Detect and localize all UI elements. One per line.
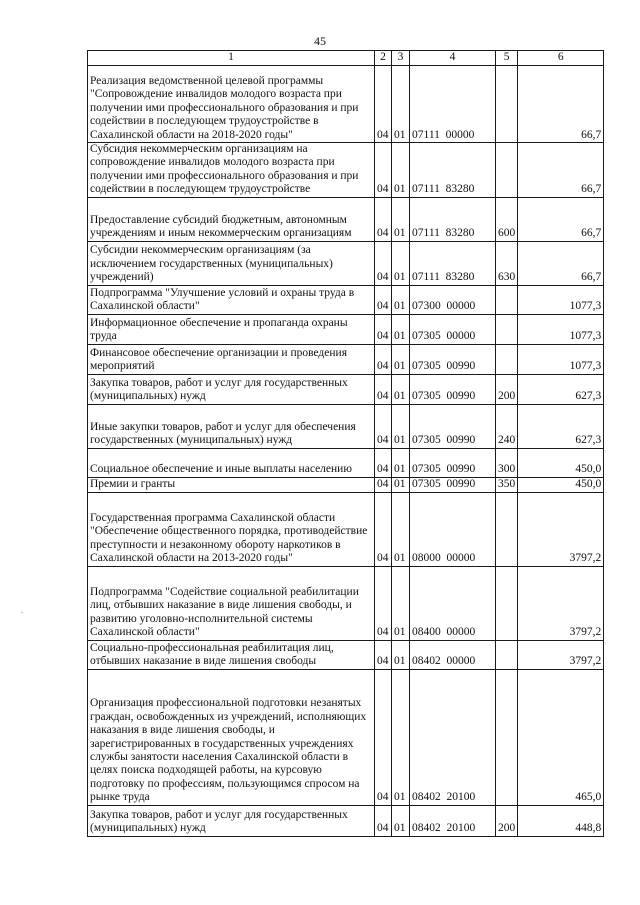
row-amount: 465,0 — [518, 669, 604, 805]
table-row — [88, 805, 604, 836]
row-target-article: 07305 00990 — [410, 374, 496, 404]
table-row — [88, 285, 604, 314]
row-name: Субсидия некоммерческим организациям на сопровождение инвалидов молодого возраста при получении ими профессионального образования и при содействии в последующем трудоустройстве — [88, 143, 375, 198]
row-target-article: 07305 00990 — [410, 477, 496, 492]
row-target-article: 08000 00000 — [410, 492, 496, 566]
row-subsection: 01 — [392, 477, 410, 492]
table-row — [88, 143, 604, 198]
row-target-article: 07300 00000 — [410, 285, 496, 314]
table-row — [88, 241, 604, 285]
header-amount: 6 — [518, 51, 604, 66]
row-expense-type — [496, 640, 518, 669]
row-name: Предоставление субсидий бюджетным, автономным учреждениям и иным некоммерческим организациям — [88, 197, 375, 241]
row-amount: 3797,2 — [518, 640, 604, 669]
table-row — [88, 314, 604, 344]
row-amount: 3797,2 — [518, 492, 604, 566]
row-amount: 450,0 — [518, 477, 604, 492]
row-name: Подпрограмма "Улучшение условий и охраны труда в Сахалинской области" — [88, 285, 375, 314]
table-row — [88, 448, 604, 477]
row-expense-type: 300 — [496, 448, 518, 477]
header-name: 1 — [88, 51, 375, 66]
row-expense-type: 350 — [496, 477, 518, 492]
row-subsection: 01 — [392, 285, 410, 314]
row-subsection: 01 — [392, 314, 410, 344]
row-subsection: 01 — [392, 66, 410, 143]
row-section: 04 — [375, 640, 392, 669]
row-name: Подпрограмма "Содействие социальной реабилитации лиц, отбывших наказание в виде лишения свободы, и развитию уголовно-исполнительной системы Сахалинской области" — [88, 566, 375, 640]
row-subsection: 01 — [392, 669, 410, 805]
row-section: 04 — [375, 477, 392, 492]
row-name: Иные закупки товаров, работ и услуг для обеспечения государственных (муниципальных) нужд — [88, 404, 375, 448]
row-name: Социальное обеспечение и иные выплаты населению — [88, 448, 375, 477]
table-row — [88, 66, 604, 143]
row-target-article: 08402 20100 — [410, 805, 496, 836]
row-expense-type: 630 — [496, 241, 518, 285]
row-target-article: 07111 83280 — [410, 241, 496, 285]
row-expense-type: 600 — [496, 197, 518, 241]
row-subsection: 01 — [392, 374, 410, 404]
row-target-article: 07305 00990 — [410, 344, 496, 374]
header-section: 2 — [375, 51, 392, 66]
row-name: Информационное обеспечение и пропаганда охраны труда — [88, 314, 375, 344]
page-number: 45 — [314, 34, 326, 48]
row-section: 04 — [375, 66, 392, 143]
table-row — [88, 374, 604, 404]
table-header-row — [88, 51, 604, 66]
row-amount: 627,3 — [518, 374, 604, 404]
row-target-article: 07305 00990 — [410, 404, 496, 448]
row-target-article: 08402 20100 — [410, 669, 496, 805]
table-row — [88, 669, 604, 805]
row-section: 04 — [375, 374, 392, 404]
row-amount: 448,8 — [518, 805, 604, 836]
table-row — [88, 492, 604, 566]
scan-mark: · — [20, 605, 24, 619]
row-amount: 66,7 — [518, 66, 604, 143]
budget-table — [87, 50, 604, 837]
row-section: 04 — [375, 448, 392, 477]
row-amount: 627,3 — [518, 404, 604, 448]
row-subsection: 01 — [392, 805, 410, 836]
row-amount: 3797,2 — [518, 566, 604, 640]
row-name: Закупка товаров, работ и услуг для государственных (муниципальных) нужд — [88, 805, 375, 836]
row-subsection: 01 — [392, 492, 410, 566]
table-row — [88, 344, 604, 374]
row-target-article: 07305 00990 — [410, 448, 496, 477]
row-expense-type — [496, 566, 518, 640]
row-section: 04 — [375, 143, 392, 198]
header-subsection: 3 — [392, 51, 410, 66]
row-name: Премии и гранты — [88, 477, 375, 492]
row-subsection: 01 — [392, 566, 410, 640]
table-row — [88, 404, 604, 448]
row-expense-type — [496, 492, 518, 566]
row-expense-type — [496, 314, 518, 344]
row-amount: 1077,3 — [518, 285, 604, 314]
row-expense-type — [496, 143, 518, 198]
row-expense-type — [496, 66, 518, 143]
row-subsection: 01 — [392, 197, 410, 241]
row-target-article: 07305 00000 — [410, 314, 496, 344]
row-expense-type — [496, 285, 518, 314]
row-target-article: 07111 83280 — [410, 197, 496, 241]
table-row — [88, 197, 604, 241]
row-section: 04 — [375, 669, 392, 805]
row-subsection: 01 — [392, 448, 410, 477]
row-amount: 66,7 — [518, 241, 604, 285]
row-amount: 66,7 — [518, 143, 604, 198]
row-name: Организация профессиональной подготовки незанятых граждан, освобожденных из учреждений, исполняющих наказания в виде лишения свободы, и зарегистрированных в государственных учреждениях службы занятости населения Сахалинской области в целях поиска подходящей работы, на курсовую подготовку по профессиям, пользующимся спросом на рынке труда — [88, 669, 375, 805]
row-expense-type: 200 — [496, 374, 518, 404]
row-target-article: 07111 00000 — [410, 66, 496, 143]
row-name: Субсидии некоммерческим организациям (за исключением государственных (муниципальных) учреждений) — [88, 241, 375, 285]
row-section: 04 — [375, 492, 392, 566]
header-expense-type: 5 — [496, 51, 518, 66]
row-section: 04 — [375, 344, 392, 374]
table-row — [88, 477, 604, 492]
row-name: Закупка товаров, работ и услуг для государственных (муниципальных) нужд — [88, 374, 375, 404]
row-section: 04 — [375, 285, 392, 314]
row-subsection: 01 — [392, 640, 410, 669]
row-name: Реализация ведомственной целевой программы "Сопровождение инвалидов молодого возраста при получении ими профессионального образования и при содействии в последующем трудоустройстве в Сахалинской области на 2018-2020 годы" — [88, 66, 375, 143]
row-expense-type: 240 — [496, 404, 518, 448]
row-subsection: 01 — [392, 143, 410, 198]
row-amount: 66,7 — [518, 197, 604, 241]
row-amount: 1077,3 — [518, 344, 604, 374]
row-expense-type — [496, 669, 518, 805]
row-subsection: 01 — [392, 404, 410, 448]
row-subsection: 01 — [392, 241, 410, 285]
row-expense-type — [496, 344, 518, 374]
row-expense-type: 200 — [496, 805, 518, 836]
row-name: Финансовое обеспечение организации и проведения мероприятий — [88, 344, 375, 374]
row-section: 04 — [375, 241, 392, 285]
row-amount: 1077,3 — [518, 314, 604, 344]
row-target-article: 07111 83280 — [410, 143, 496, 198]
row-section: 04 — [375, 566, 392, 640]
row-section: 04 — [375, 197, 392, 241]
row-section: 04 — [375, 404, 392, 448]
row-amount: 450,0 — [518, 448, 604, 477]
row-target-article: 08400 00000 — [410, 566, 496, 640]
row-section: 04 — [375, 805, 392, 836]
row-subsection: 01 — [392, 344, 410, 374]
header-target-article: 4 — [410, 51, 496, 66]
table-row — [88, 566, 604, 640]
row-target-article: 08402 00000 — [410, 640, 496, 669]
row-name: Социально-профессиональная реабилитация лиц, отбывших наказание в виде лишения свободы — [88, 640, 375, 669]
row-name: Государственная программа Сахалинской области "Обеспечение общественного порядка, противодействие преступности и незаконному обороту наркотиков в Сахалинской области на 2013-2020 годы" — [88, 492, 375, 566]
row-section: 04 — [375, 314, 392, 344]
table-row — [88, 640, 604, 669]
